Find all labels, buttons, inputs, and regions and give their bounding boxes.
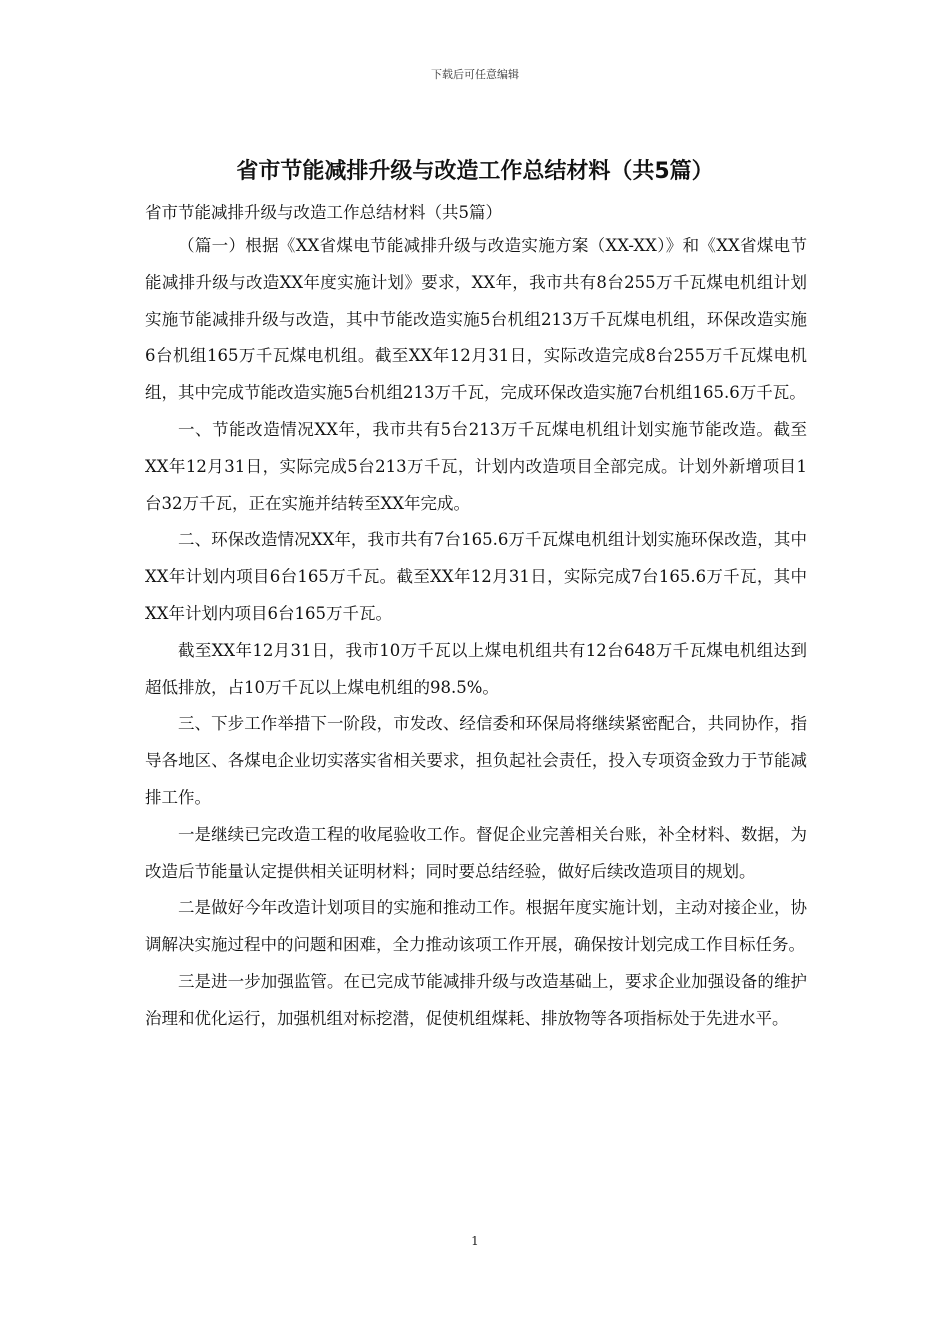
paragraph-3: 二、环保改造情况XX年，我市共有7台165.6万千瓦煤电机组计划实施环保改造，其中XX年计划内项目6台165万千瓦。截至XX年12月31日，实际完成7台165.6万千瓦，其中XX年计划内项目6台165万千瓦。 — [145, 530, 807, 623]
paragraph-7: 二是做好今年改造计划项目的实施和推动工作。根据年度实施计划，主动对接企业，协调解决实施过程中的问题和困难，全力推动该项工作开展，确保按计划完成工作目标任务。 — [145, 898, 807, 955]
paragraph-8: 三是进一步加强监管。在已完成节能减排升级与改造基础上，要求企业加强设备的维护治理和优化运行，加强机组对标挖潜，促使机组煤耗、排放物等各项指标处于先进水平。 — [145, 971, 807, 1028]
page-number: 1 — [471, 1234, 479, 1248]
document-title: 省市节能减排升级与改造工作总结材料（共5篇） — [236, 159, 714, 184]
document-subtitle: 省市节能减排升级与改造工作总结材料（共5篇） — [145, 203, 502, 222]
header-note: 下载后可任意编辑 — [431, 68, 519, 81]
paragraph-2: 一、节能改造情况XX年，我市共有5台213万千瓦煤电机组计划实施节能改造。截至XX年12月31日，实际完成5台213万千瓦，计划内改造项目全部完成。计划外新增项目1台32万千瓦，正在实施并结转至XX年完成。 — [145, 419, 807, 513]
document-body — [145, 200, 807, 1038]
paragraph-5: 三、下步工作举措下一阶段，市发改、经信委和环保局将继续紧密配合，共同协作，指导各地区、各煤电企业切实落实省相关要求，担负起社会责任，投入专项资金致力于节能减排工作。 — [145, 714, 807, 807]
paragraph-6: 一是继续已完改造工程的收尾验收工作。督促企业完善相关台账，补全材料、数据，为改造后节能量认定提供相关证明材料；同时要总结经验，做好后续改造项目的规划。 — [145, 824, 807, 881]
paragraph-1: （篇一）根据《XX省煤电节能减排升级与改造实施方案（XX-XX）》和《XX省煤电节能减排升级与改造XX年度实施计划》要求，XX年，我市共有8台255万千瓦煤电机组计划实施节能减排升级与改造，其中节能改造实施5台机组213万千瓦煤电机组，环保改造实施6台机组165万千瓦煤电机组。截至XX年12月31日，实际改造完成8台255万千瓦煤电机组，其中完成节能改造实施5台机组213万千瓦，完成环保改造实施7台机组165.6万千瓦。 — [145, 236, 807, 403]
paragraph-4: 截至XX年12月31日，我市10万千瓦以上煤电机组共有12台648万千瓦煤电机组达到超低排放，占10万千瓦以上煤电机组的98.5%。 — [145, 640, 807, 697]
